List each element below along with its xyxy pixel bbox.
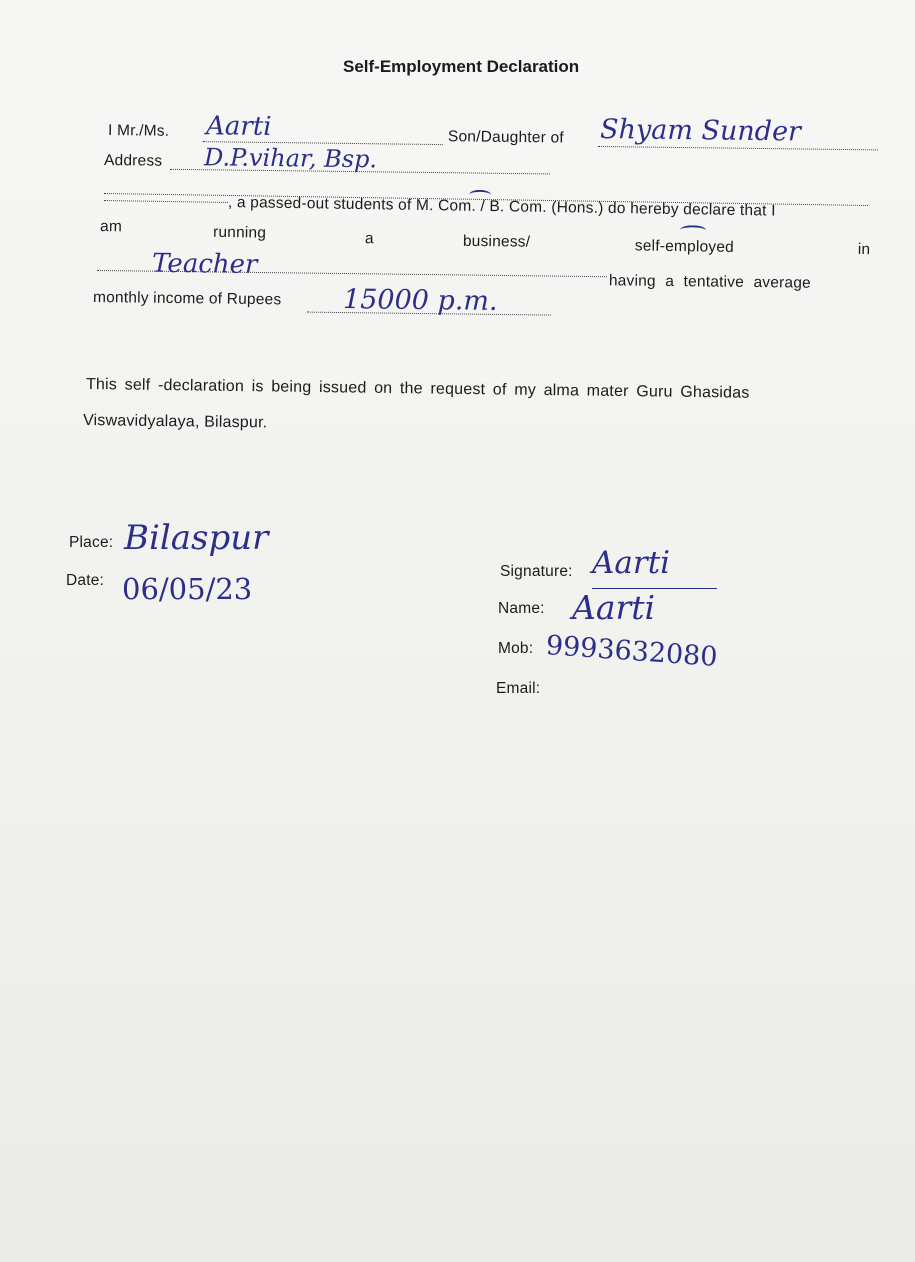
having-text: having a tentative average bbox=[608, 272, 812, 292]
line-income bbox=[93, 285, 593, 325]
filled-parent: Shyam Sunder bbox=[599, 114, 802, 148]
running-label: running bbox=[212, 223, 267, 242]
filled-name: Aarti bbox=[205, 111, 272, 142]
filled-signer-name: Aarti bbox=[572, 588, 656, 627]
address-label: Address bbox=[103, 152, 163, 170]
statement-text-1: This self -declaration is being issued on the request of my alma mater Guru Ghasidas bbox=[85, 376, 750, 402]
place-label: Place: bbox=[69, 534, 114, 551]
statement-line-1 bbox=[86, 376, 750, 403]
filled-mobile: 9993632080 bbox=[544, 630, 719, 673]
self-employed-label: self-employed bbox=[634, 237, 735, 256]
in-label: in bbox=[857, 240, 871, 259]
am-label: am bbox=[99, 218, 123, 236]
line-passed-out bbox=[104, 180, 879, 222]
mob-label: Mob: bbox=[498, 640, 534, 657]
filled-date: 06/05/23 bbox=[122, 572, 253, 606]
son-daughter-label: Son/Daughter of bbox=[447, 128, 564, 147]
a-label: a bbox=[364, 230, 374, 248]
statement-text-2: Viswavidyalaya, Bilaspur. bbox=[82, 412, 268, 432]
filled-address: D.P.vihar, Bsp. bbox=[203, 143, 378, 174]
signature-label: Signature: bbox=[500, 563, 573, 580]
short-dotted-line bbox=[104, 200, 228, 203]
tick-mark-2 bbox=[680, 225, 706, 235]
mr-ms-label: I Mr./Ms. bbox=[107, 122, 170, 140]
statement-line-2 bbox=[83, 412, 268, 432]
name-label: Name: bbox=[498, 600, 545, 617]
page-title: Self-Employment Declaration bbox=[343, 57, 580, 76]
tick-mark bbox=[469, 190, 491, 200]
filled-place: Bilaspur bbox=[124, 518, 269, 558]
passed-out-text: , a passed-out students of M. Com. / B. Com. (Hons.) do hereby declare that I bbox=[227, 193, 776, 220]
email-label: Email: bbox=[496, 680, 541, 697]
date-label: Date: bbox=[66, 572, 105, 589]
filled-income: 15000 p.m. bbox=[342, 284, 498, 317]
business-label: business/ bbox=[462, 232, 531, 251]
filled-occupation: Teacher bbox=[151, 248, 258, 280]
filled-signature: Aarti bbox=[592, 545, 671, 581]
monthly-income-label: monthly income of Rupees bbox=[92, 289, 282, 309]
